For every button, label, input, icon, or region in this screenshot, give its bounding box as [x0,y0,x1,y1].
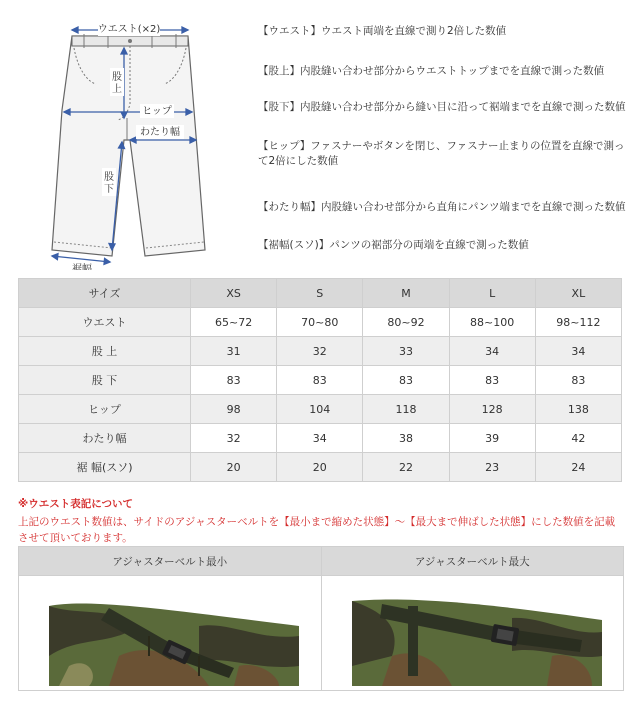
cell: 138 [535,395,621,424]
thigh-label: わたり幅 [140,127,180,138]
pants-illustration [0,0,240,270]
cell: 34 [449,337,535,366]
cell: 88~100 [449,308,535,337]
cell: 20 [277,453,363,482]
cell: 98~112 [535,308,621,337]
desc-hip: 【ヒップ】ファスナーやボタンを閉じ、ファスナー止まりの位置を直線で測って2倍にした数値 [258,140,625,167]
row-label: 股 下 [19,366,191,395]
belt-max-cell [321,576,624,691]
desc-thigh: 【わたり幅】内股縫い合わせ部分から直角にパンツ端までを直線で測った数値 [258,201,626,213]
cell: 80~92 [363,308,449,337]
desc-inseam: 【股下】内股縫い合わせ部分から縫い目に沿って裾端までを直線で測った数値 [258,101,626,113]
cell: 31 [191,337,277,366]
size-xl: XL [535,279,621,308]
table-row [19,337,622,366]
belt-min-cell [19,576,322,691]
table-row [19,424,622,453]
desc-waist: 【ウエスト】ウエスト両端を直線で測り2倍した数値 [258,25,507,37]
size-table [18,278,622,482]
cell: 65~72 [191,308,277,337]
cell: 83 [191,366,277,395]
inseam-label-char-2: 下 [104,184,114,195]
cell: 39 [449,424,535,453]
cell: 32 [277,337,363,366]
waist-label: ウエスト(×2) [97,24,161,35]
cell: 32 [191,424,277,453]
cell: 70~80 [277,308,363,337]
row-label: ウエスト [19,308,191,337]
rise-label-char-1: 股 [112,72,122,83]
table-row [19,308,622,337]
cell: 83 [535,366,621,395]
cell: 118 [363,395,449,424]
inseam-label-char-1: 股 [104,172,114,183]
cell: 128 [449,395,535,424]
belt-min-header: アジャスターベルト最小 [19,547,322,576]
cell: 22 [363,453,449,482]
cell: 83 [277,366,363,395]
cell: 24 [535,453,621,482]
note-title: ※ウエスト表記について [18,498,133,510]
cell: 38 [363,424,449,453]
cell: 23 [449,453,535,482]
hip-label: ヒップ [142,106,172,117]
cell: 20 [191,453,277,482]
row-label: 股 上 [19,337,191,366]
table-row [19,366,622,395]
cell: 98 [191,395,277,424]
pants-diagram [0,0,240,270]
header-label: サイズ [19,279,191,308]
size-l: L [449,279,535,308]
cell: 42 [535,424,621,453]
desc-hem: 【裾幅(スソ)】パンツの裾部分の両端を直線で測った数値 [258,239,529,251]
cell: 83 [363,366,449,395]
row-label: わたり幅 [19,424,191,453]
rise-label-char-2: 上 [112,84,122,95]
belt-min-photo [49,596,299,686]
hem-label: 裾幅 [72,264,92,270]
cell: 33 [363,337,449,366]
table-row [19,395,622,424]
pants-outline [52,36,205,256]
belt-max-header: アジャスターベルト最大 [321,547,624,576]
note-body: 上記のウエスト数値は、サイドのアジャスターベルトを【最小まで縮めた状態】～【最大まで伸ばした状態】にした数値を記載させて頂いております。 [18,516,616,544]
cell: 83 [449,366,535,395]
desc-rise: 【股上】内股縫い合わせ部分からウエストトップまでを直線で測った数値 [258,65,605,77]
cell: 34 [535,337,621,366]
row-label: ヒップ [19,395,191,424]
table-row [19,453,622,482]
row-label: 裾 幅(スソ) [19,453,191,482]
size-xs: XS [191,279,277,308]
cell: 104 [277,395,363,424]
size-m: M [363,279,449,308]
cell: 34 [277,424,363,453]
belt-max-photo [352,596,602,686]
size-table-header [19,279,622,308]
belt-table [18,546,624,691]
size-s: S [277,279,363,308]
